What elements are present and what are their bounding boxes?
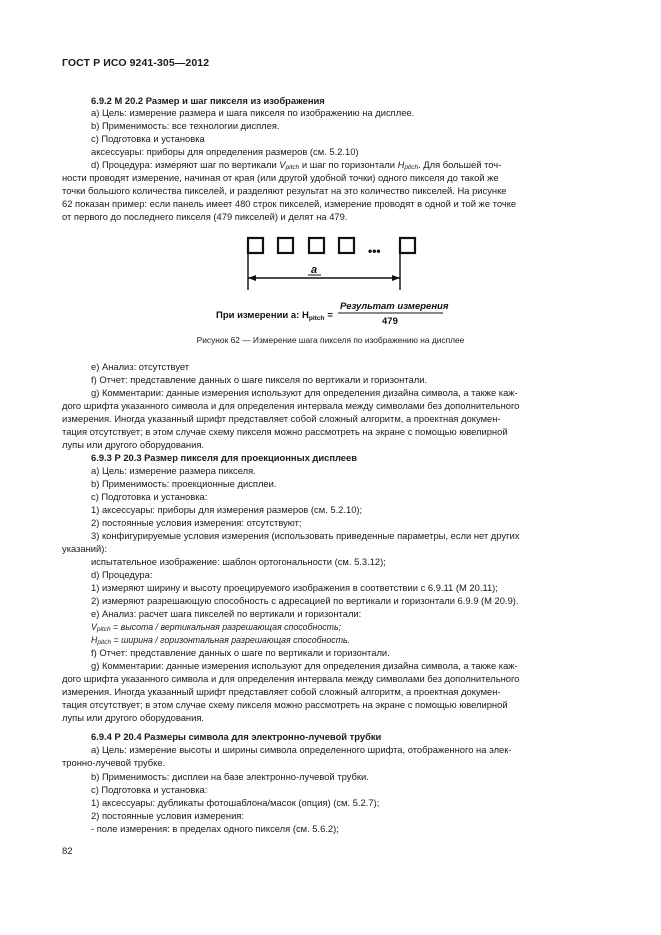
item-g-line1: g) Комментарии: данные измерения используют для определения дизайна символа, а также каж-	[91, 387, 518, 398]
item-d: d) Процедура:	[91, 569, 153, 580]
item-c3-line1: 3) конфигурируемые условия измерения (использовать приведенные параметры, если нет других	[91, 530, 520, 541]
pixel-square-last	[400, 238, 415, 253]
item-a: a) Цель: измерение размера пикселя.	[91, 465, 256, 476]
item-a-line2: тронно-лучевой трубке.	[62, 757, 166, 768]
section-heading-692: 6.9.2 М 20.2 Размер и шаг пикселя из изображения	[91, 95, 325, 106]
item-g-line3: измерения. Иногда указанный шрифт представляет собой сложный алгоритм, а проектная докумен-	[62, 686, 501, 697]
item-c: c) Подготовка и установка:	[91, 491, 208, 502]
formula-hpitch: Hpitch = ширина / горизонтальная разрешающая способность.	[91, 635, 351, 646]
item-c3-line2: указаний):	[62, 543, 107, 554]
item-c4: испытательное изображение: шаблон ортогональности (см. 5.3.12);	[91, 556, 386, 567]
item-c1: 1) аксессуары: дубликаты фотошаблона/масок (опция) (см. 5.2.7);	[91, 797, 380, 808]
figure-62	[0, 0, 661, 335]
item-g-line3: измерения. Иногда указанный шрифт представляет собой сложный алгоритм, а проектная докумен-	[62, 413, 501, 424]
item-d-line3: точки большого количества пикселей, и разделяют результат на это количество пикселей. На рисунке	[62, 185, 507, 196]
dimension-label: a	[311, 264, 318, 276]
item-c: c) Подготовка и установка	[91, 133, 205, 144]
item-b: b) Применимость: все технологии дисплея.	[91, 120, 280, 131]
item-g-line5: лупы или другого оборудования.	[62, 439, 205, 450]
item-g-line5: лупы или другого оборудования.	[62, 712, 205, 723]
item-a-line1: a) Цель: измерение высоты и ширины символа определенного шрифта, отображенного на элек-	[91, 744, 512, 755]
pixel-square-2	[278, 238, 293, 253]
item-b: b) Применимость: дисплеи на базе электронно-лучевой трубки.	[91, 771, 369, 782]
document-header: ГОСТ Р ИСО 9241-305—2012	[62, 57, 210, 69]
item-g-line4: тация отсутствует; в этом случае схему пикселя можно рассмотреть на экране с помощью ювелирной	[62, 426, 508, 437]
item-c: c) Подготовка и установка:	[91, 784, 208, 795]
item-b: b) Применимость: проекционные дисплеи.	[91, 478, 277, 489]
page-number: 82	[62, 846, 73, 857]
item-d-line1: d) Процедура: измеряют шаг по вертикали Vpitch и шаг по горизонтали Hpitch. Для большей точ-	[91, 159, 502, 171]
item-g-line2: дого шрифта указанного символа и для определения интервала между символами без дополнительного	[62, 400, 520, 411]
item-e: e) Анализ: отсутствует	[91, 361, 190, 372]
section-heading-693: 6.9.3 Р 20.3 Размер пикселя для проекционных дисплеев	[91, 452, 358, 463]
pixel-square-1	[248, 238, 263, 253]
item-c2: 2) постоянные условия измерения:	[91, 810, 244, 821]
pixel-square-3	[309, 238, 324, 253]
formula-denominator: 479	[382, 316, 398, 327]
item-c1: 1) аксессуары: приборы для измерения размеров (см. 5.2.10);	[91, 504, 363, 515]
item-d-line5: от первого до последнего пикселя (479 пикселей) и делят на 479.	[62, 211, 348, 222]
item-c-accessories: аксессуары: приборы для определения размеров (см. 5.2.10)	[91, 146, 359, 157]
item-g-line2: дого шрифта указанного символа и для определения интервала между символами без дополнительного	[62, 673, 520, 684]
item-d-line2: ности проводят измерение, начиная от края (или другой удобной точки) одного пикселя до такой же	[62, 172, 499, 183]
item-c3: - поле измерения: в пределах одного пикселя (см. 5.6.2);	[91, 823, 339, 834]
ellipsis-dots: •••	[368, 244, 381, 258]
item-d1: 1) измеряют ширину и высоту проецируемого изображения в соответствии с 6.9.11 (М 20.11);	[91, 582, 498, 593]
item-a: a) Цель: измерение размера и шага пикселя по изображению на дисплее.	[91, 107, 415, 118]
item-g-line1: g) Комментарии: данные измерения используют для определения дизайна символа, а также каж-	[91, 660, 518, 671]
formula-prefix: При измерении a: $H_{pitch}$ =	[216, 310, 333, 322]
pixel-square-4	[339, 238, 354, 253]
arrowhead-right	[392, 275, 400, 281]
item-d-line4: 62 показан пример: если панель имеет 480 строк пикселей, измерение проводят в одной и той же точке	[62, 198, 517, 209]
item-e: e) Анализ: расчет шага пикселей по вертикали и горизонтали:	[91, 608, 362, 619]
item-f: f) Отчет: представление данных о шаге по вертикали и горизонтали.	[91, 647, 390, 658]
item-c2: 2) постоянные условия измерения: отсутствуют;	[91, 517, 302, 528]
formula-vpitch: Vpitch = высота / вертикальная разрешающая способность;	[91, 622, 342, 633]
figure-caption: Рисунок 62 — Измерение шага пикселя по изображению на дисплее	[196, 335, 465, 345]
item-g-line4: тация отсутствует; в этом случае схему пикселя можно рассмотреть на экране с помощью ювелирной	[62, 699, 508, 710]
section-heading-694: 6.9.4 Р 20.4 Размеры символа для электронно-лучевой трубки	[91, 731, 382, 742]
item-f: f) Отчет: представление данных о шаге пикселя по вертикали и горизонтали.	[91, 374, 428, 385]
arrowhead-left	[248, 275, 256, 281]
item-d2: 2) измеряют разрешающую способность с адресацией по вертикали и горизонтали 6.9.9 (М 20.9).	[91, 595, 519, 606]
formula-numerator: Результат измерения	[340, 301, 449, 312]
